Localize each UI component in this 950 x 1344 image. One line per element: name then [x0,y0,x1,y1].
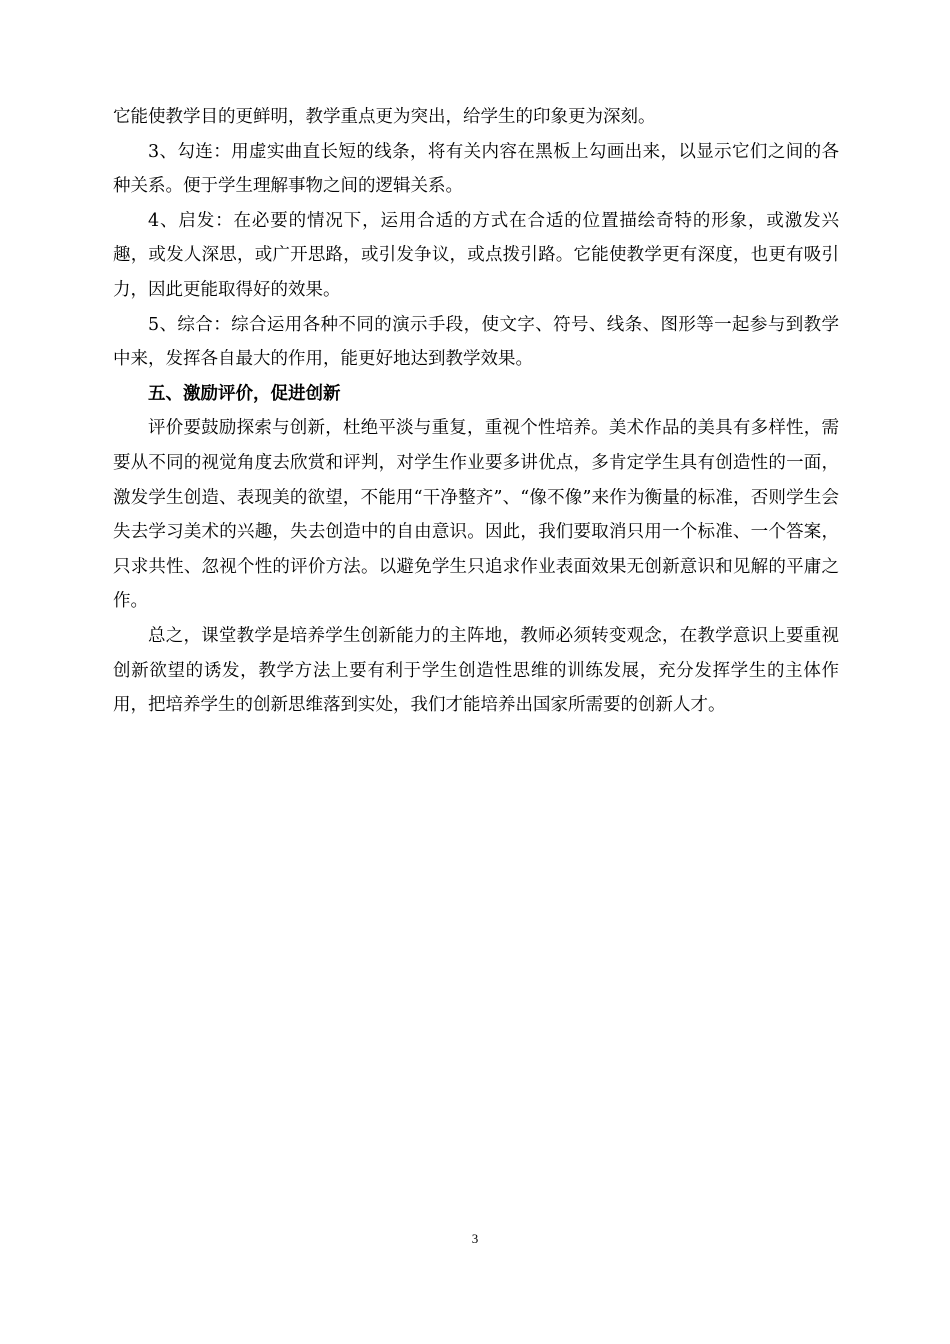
paragraph-continuation: 它能使教学目的更鲜明，教学重点更为突出，给学生的印象更为深刻。 [113,107,656,127]
document-body [113,100,839,723]
section-heading: 五、激励评价，促进创新 [148,383,341,404]
paragraph-item-3: 3、勾连：用虚实曲直长短的线条，将有关内容在黑板上勾画出来，以显示它们之间的各种关系。便于学生理解事物之间的逻辑关系。 [113,141,839,197]
page-number: 3 [471,1231,479,1246]
paragraph-evaluation: 评价要鼓励探索与创新，杜绝平淡与重复，重视个性培养。美术作品的美具有多样性，需要从不同的视觉角度去欣赏和评判，对学生作业要多讲优点，多肯定学生具有创造性的一面，激发学生创造、表现美的欲望，不能用“干净整齐”、“像不像”来作为衡量的标准，否则学生会失去学习美术的兴趣，失去创造中的自由意识。因此，我们要取消只用一个标准、一个答案，只求共性、忽视个性的评价方法。以避免学生只追求作业表面效果无创新意识和见解的平庸之作。 [113,418,839,612]
paragraph-conclusion: 总之，课堂教学是培养学生创新能力的主阵地，教师必须转变观念，在教学意识上要重视创新欲望的诱发，教学方法上要有利于学生创造性思维的训练发展，充分发挥学生的主体作用，把培养学生的创新思维落到实处，我们才能培养出国家所需要的创新人才。 [113,625,839,716]
paragraph-item-5: 5、综合：综合运用各种不同的演示手段，使文字、符号、线条、图形等一起参与到教学中来，发挥各自最大的作用，能更好地达到教学效果。 [113,314,839,370]
paragraph-item-4: 4、启发：在必要的情况下，运用合适的方式在合适的位置描绘奇特的形象，或激发兴趣，或发人深思，或广开思路，或引发争议，或点拨引路。它能使教学更有深度，也更有吸引力，因此更能取得好的效果。 [113,210,839,300]
